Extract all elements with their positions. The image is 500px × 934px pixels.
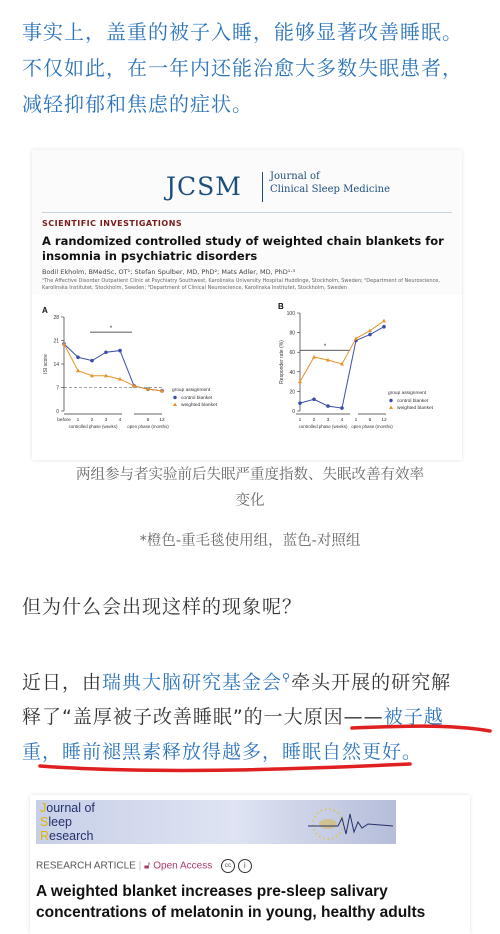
data-point [312,397,316,401]
x-tick-label: 12 [159,418,165,423]
series-line [64,344,162,391]
legend-label: control blanket [181,396,213,401]
y-tick-label: 60 [289,350,295,357]
data-point [382,319,386,323]
jcsm-rule [42,212,452,213]
x-group-label: open phase (months) [351,424,393,429]
legend-marker [389,399,392,402]
lock-icon: 🔓︎ [144,860,151,872]
data-point [326,404,330,408]
x-group-label: open phase (months) [127,424,169,429]
x-group-label: controlled phase (weeks) [298,424,348,429]
attribution-icon: i [238,859,252,873]
open-access-label: Open Access [153,860,213,872]
y-tick-label: 0 [56,409,59,415]
x-tick-label: 4 [340,418,344,423]
y-tick-label: 20 [289,389,295,396]
research-line-3: 重，睡前褪黑素释放得越多，睡眠自然更好。 [22,741,423,764]
question-text: 但为什么会出现这样的现象呢？ [22,596,303,618]
y-axis-label: Responder rate (%) [279,340,285,384]
data-point [76,355,80,359]
jcsm-logo-divider [262,172,263,202]
jcsm-logo: JCSM [166,172,242,201]
y-tick-label: 40 [289,369,295,376]
data-point [340,406,344,410]
y-tick-label: 7 [56,385,59,392]
data-point [298,401,302,405]
legend-label: weighted blanket [181,403,218,408]
y-tick-label: 100 [286,311,295,317]
legend-marker [389,406,393,410]
y-tick-label: 28 [53,315,59,321]
x-tick-label: 12 [381,418,387,423]
jcsm-charts [32,295,462,460]
data-point [118,349,122,353]
intro-line-1: 事实上，盖重的被子入睡，能够显著改善睡眠。 [22,20,463,44]
x-tick-label: 1 [76,418,80,423]
research-paragraph [22,660,482,770]
y-tick-label: 0 [292,409,295,415]
search-icon[interactable]: ⚲ [282,671,292,684]
article-type-label: RESEARCH ARTICLE [36,860,136,872]
jsr-article-card[interactable] [30,795,470,934]
legend-title: group assignment [388,391,427,396]
y-tick-label: 14 [53,362,59,368]
jcsm-figure-card [32,150,462,460]
x-tick-label: 1 [298,418,302,423]
data-point [312,355,316,359]
caption-line-1: 两组参与者实验前后失眠严重度指数、失眠改善有效率 [76,467,424,483]
intro-line-3: 减轻抑郁和焦虑的症状。 [22,92,253,116]
panel-letter: B [278,302,284,311]
chart-panel-a [42,306,218,429]
jsr-banner [36,800,396,844]
creative-commons-icon: cc [221,859,235,873]
x-tick-label: 6 [146,418,150,423]
x-group-label: controlled phase (weeks) [68,424,118,429]
legend-marker [173,396,176,399]
significance-star: * [109,326,113,333]
foundation-link[interactable]: 瑞典大脑研究基金会 [102,671,283,694]
legend-title: group assignment [172,388,211,393]
data-point [104,350,108,354]
intro-paragraph [22,14,482,122]
data-point [382,325,386,329]
significance-star: * [323,344,327,351]
jsr-article-title[interactable]: A weighted blanket increases pre-sleep salivary concentrations of melatonin in young, healthy adults [36,883,426,921]
research-line-1: 近日，由瑞典大脑研究基金会⚲牵头开展的研究解 [22,671,452,694]
y-axis-label: ISI score [43,354,49,374]
panel-letter: A [42,306,48,315]
jcsm-article-title: A randomized controlled study of weighted chain blankets for insomnia in psychiatric disorders [42,234,444,263]
series-line [300,321,384,382]
data-point [368,328,372,332]
figure-caption [20,462,480,514]
x-tick-label: 6 [368,418,372,423]
x-tick-label: 3 [104,418,108,423]
caption-line-2: 变化 [235,493,265,509]
jcsm-header [32,150,462,295]
jcsm-affiliations: ¹The Affective Disorder Outpatient Clinic at Psychiatry Southwest, Karolinska University Hospital Huddinge, Stockholm, Sweden; ²Department of Neuroscience, Karolinska Institutet, Stockholm, Sweden; ³Department of Clinical Neuroscience, Karolinska Institutet, Stockholm, Sweden [42,278,440,291]
jcsm-journal-name: Journal of Clinical Sleep Medicine [270,171,391,195]
research-line-2: 释了“盖厚被子改善睡眠”的一大原因——被子越 [22,706,444,729]
x-tick-label: 2 [90,418,94,423]
legend-label: control blanket [397,399,429,404]
jsr-meta-row: RESEARCH ARTICLE | 🔓︎ Open Access cc i [36,859,252,873]
x-tick-label: 3 [326,418,330,423]
series-line [300,327,384,408]
data-point [368,333,372,337]
x-tick-label: 1 [354,418,358,423]
y-tick-label: 21 [53,338,59,345]
esrs-logo-icon [298,804,398,844]
data-point [90,359,94,363]
jcsm-authors: Bodil Ekholm, BMedSc, OT¹; Stefan Spulber, MD, PhD²; Mats Adler, MD, PhD¹·³ [42,268,296,276]
x-tick-label: 4 [118,418,122,423]
x-tick-label: before [57,418,71,423]
caption-note: *橙色-重毛毯使用组，蓝色-对照组 [139,533,361,549]
legend-marker [173,403,177,407]
jcsm-section-label: SCIENTIFIC INVESTIGATIONS [42,219,183,228]
y-tick-label: 80 [289,330,295,337]
intro-line-2: 不仅如此，在一年内还能治愈大多数失眠患者， [22,56,463,80]
x-tick-label: 2 [312,418,316,423]
legend-label: weighted blanket [397,406,434,411]
chart-panel-b [278,302,434,429]
jsr-journal-name: Journal of Sleep Research [40,801,95,843]
